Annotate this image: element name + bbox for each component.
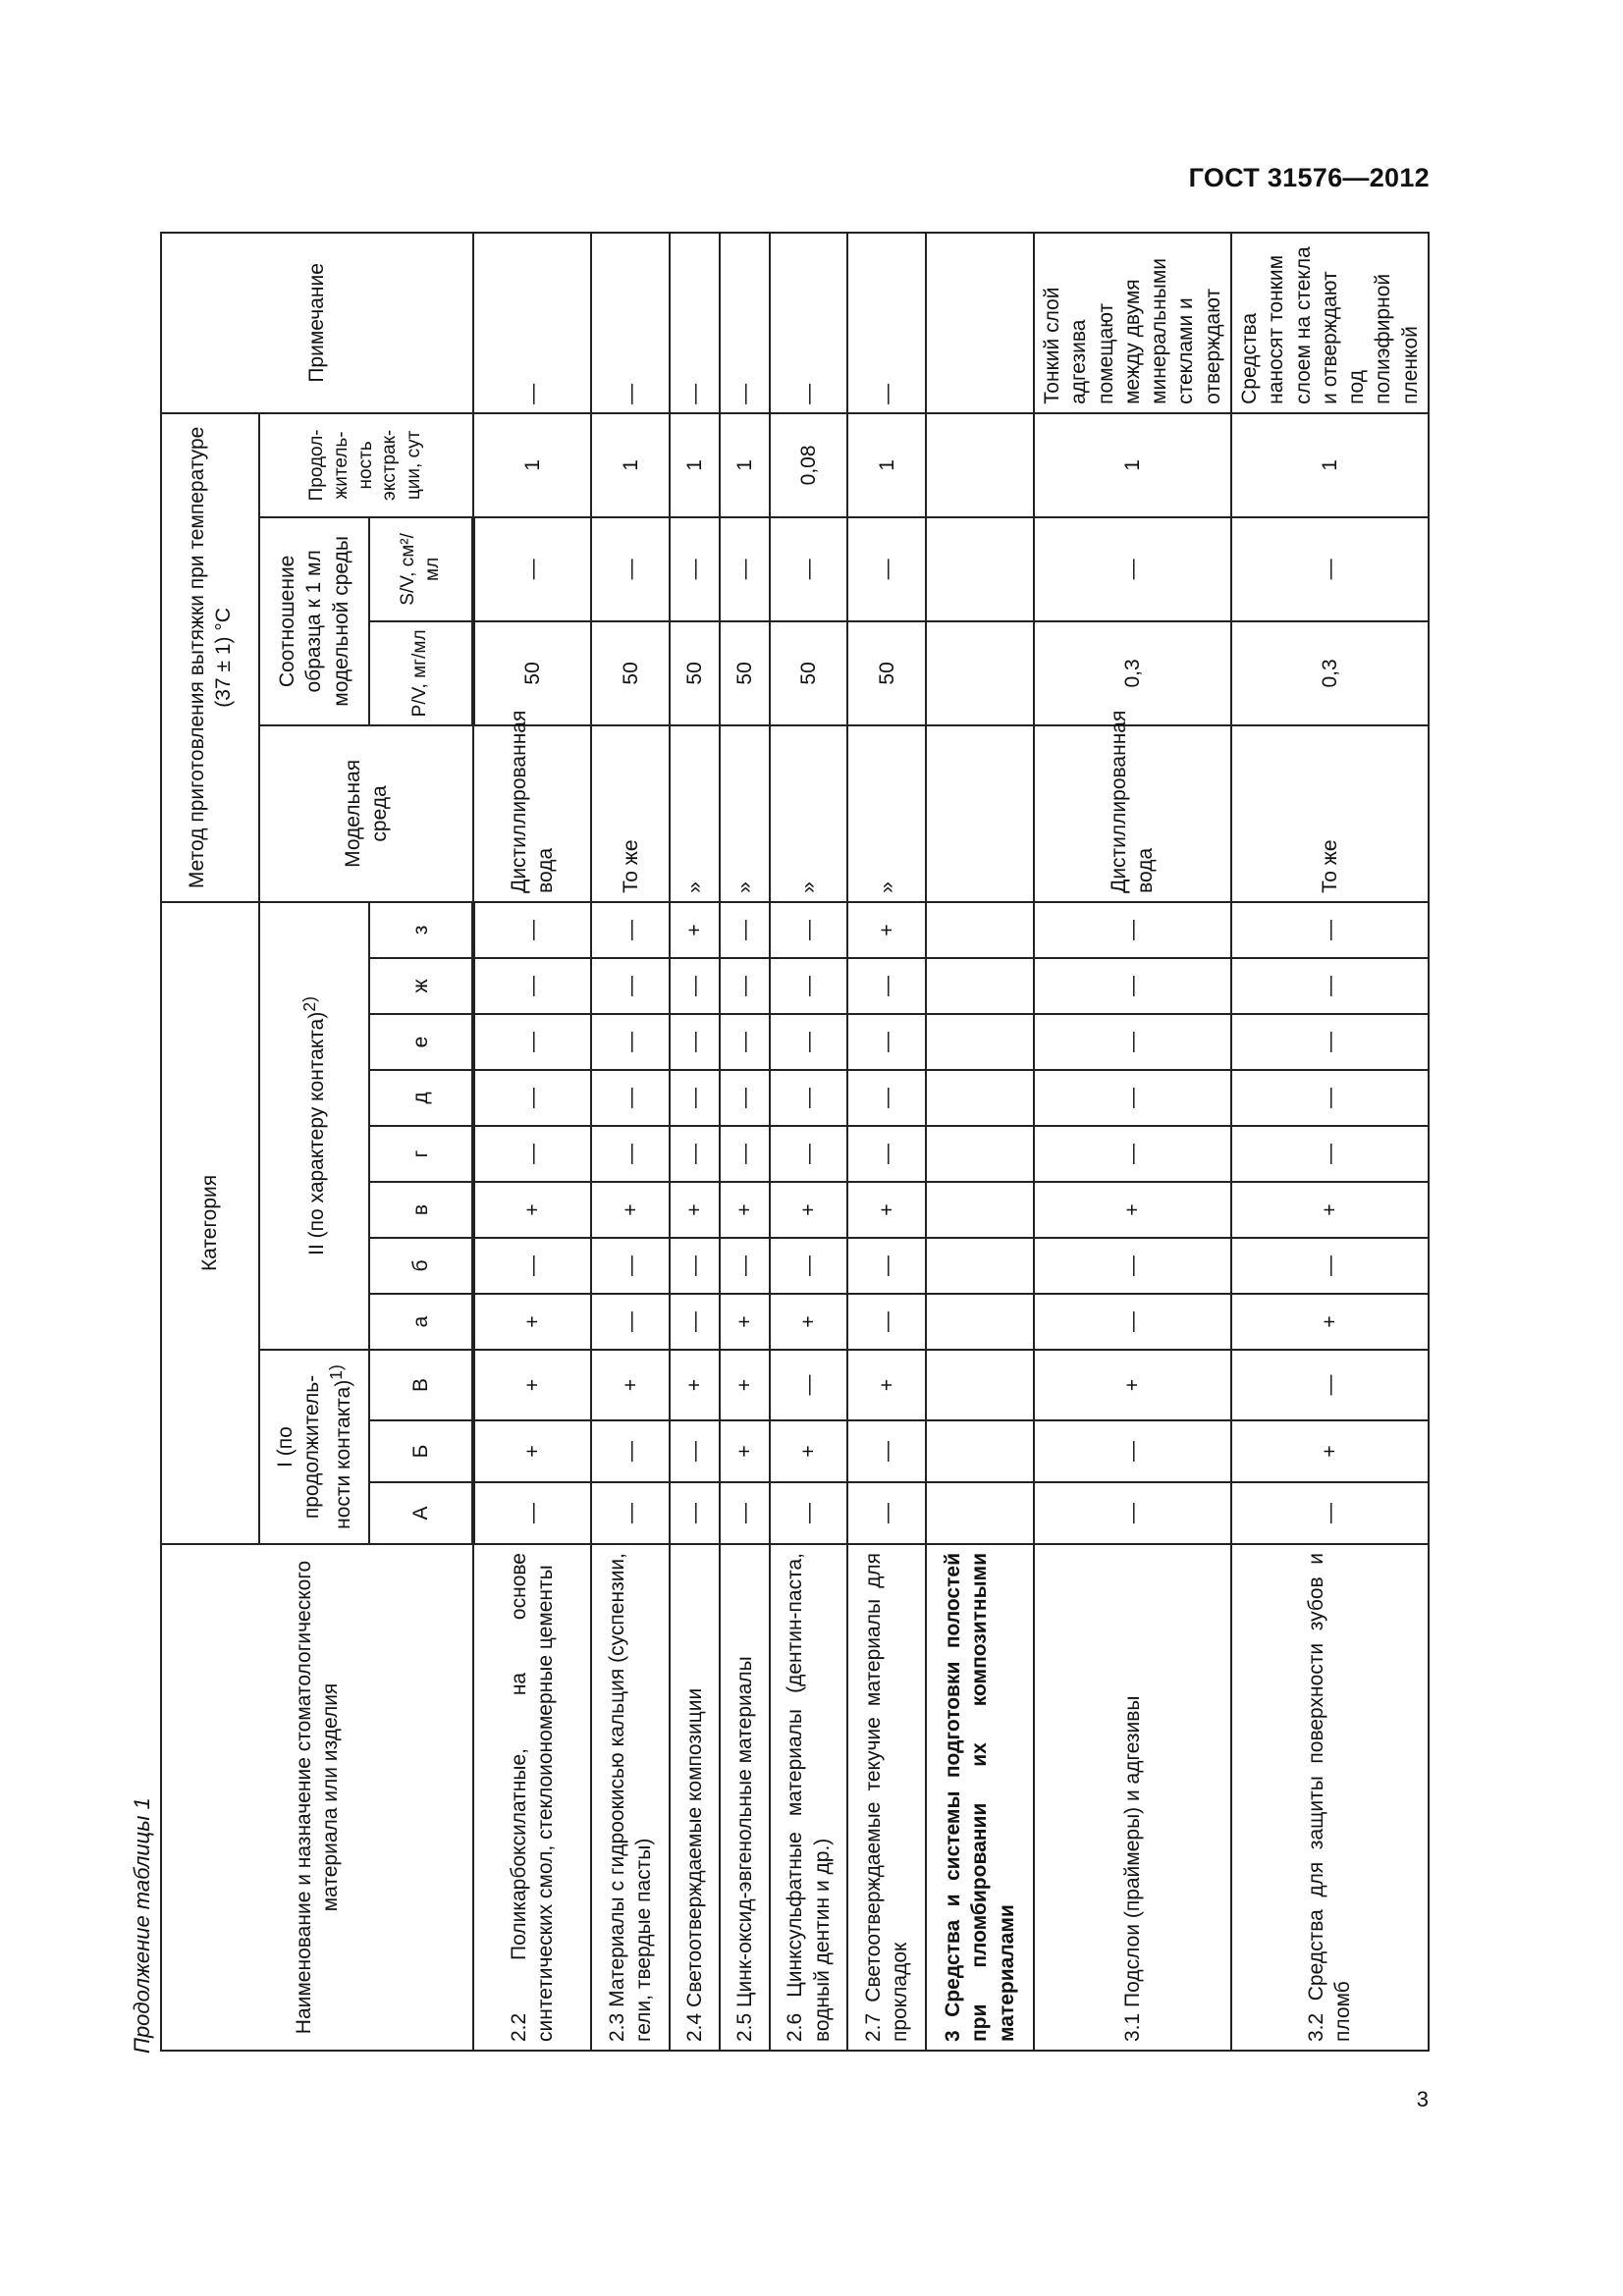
cell-duration: 1 — [1231, 413, 1429, 517]
cell-col-V: — — [770, 1350, 848, 1420]
cell-sv: — — [847, 517, 926, 621]
row-name: 3.1 Подслои (праймеры) и адгезивы — [1034, 1544, 1231, 2051]
header-name: Наименование и назначение стоматологического материала или изделия — [161, 1544, 473, 2051]
header-method: Метод приготовления вытяжки при температуре (37 ± 1) °C — [161, 413, 259, 902]
row-name: 2.6 Цинксульфатные материалы (дентин-паста, водный дентин и др.) — [770, 1544, 848, 2051]
row-name: 2.3 Материалы с гидроокисью кальция (суспензии, гели, твердые пасты) — [591, 1544, 670, 2051]
cell-col-e: — — [670, 1014, 720, 1070]
cell-sv: — — [1231, 517, 1429, 621]
header-duration: Продол-житель-ность экстрак-ции, сут — [259, 413, 473, 517]
cell-note: — — [847, 233, 926, 413]
cell-col-d — [926, 1070, 1034, 1126]
cell-pv — [926, 621, 1034, 725]
table-row — [1231, 233, 1429, 2051]
cell-medium: » — [670, 725, 720, 902]
header-group2 — [259, 902, 369, 1350]
cell-col-A: — — [847, 1482, 926, 1544]
cell-col-V: + — [1034, 1350, 1231, 1420]
cell-sv: — — [1034, 517, 1231, 621]
cell-sv: — — [770, 517, 848, 621]
cell-col-zh: — — [847, 958, 926, 1014]
cell-pv: 50 — [720, 621, 770, 725]
cell-sv: — — [720, 517, 770, 621]
cell-col-d: — — [1231, 1070, 1429, 1126]
cell-sv: — — [670, 517, 720, 621]
cell-col-z: — — [591, 902, 670, 958]
cell-col-zh — [926, 958, 1034, 1014]
cell-col-d: — — [670, 1070, 720, 1126]
cell-col-V: + — [591, 1350, 670, 1420]
cell-col-zh: — — [473, 958, 591, 1014]
cell-col-d: — — [591, 1070, 670, 1126]
cell-col-A: — — [770, 1482, 848, 1544]
cell-col-v: + — [720, 1182, 770, 1238]
cell-col-g: — — [591, 1126, 670, 1182]
cell-col-v: + — [1034, 1182, 1231, 1238]
header-category: Категория — [161, 902, 259, 1544]
table-row — [847, 233, 926, 2051]
page-number: 3 — [1416, 2087, 1429, 2111]
header-pv: P/V, мг/мл — [369, 621, 473, 725]
header-group1 — [259, 1350, 369, 1544]
cell-col-B: — — [591, 1420, 670, 1482]
cell-col-A: — — [473, 1482, 591, 1544]
cell-pv: 50 — [770, 621, 848, 725]
header-col-z: з — [369, 902, 473, 958]
row-name: 2.2 Поликарбоксилатные, на основе синтетических смол, стеклоиономерные цементы — [473, 1544, 591, 2051]
cell-col-V: + — [847, 1350, 926, 1420]
table-row — [591, 233, 670, 2051]
header-col-V: В — [369, 1350, 473, 1420]
cell-medium: » — [770, 725, 848, 902]
cell-col-g: — — [1231, 1126, 1429, 1182]
cell-note: — — [720, 233, 770, 413]
header-col-zh: ж — [369, 958, 473, 1014]
cell-pv: 50 — [670, 621, 720, 725]
cell-col-g: — — [1034, 1126, 1231, 1182]
cell-col-v: + — [591, 1182, 670, 1238]
cell-col-b: — — [1231, 1238, 1429, 1294]
cell-col-e: — — [1231, 1014, 1429, 1070]
header-note: Примечание — [161, 233, 473, 413]
cell-col-g: — — [670, 1126, 720, 1182]
cell-medium: Дистиллированная вода — [1034, 725, 1231, 902]
cell-col-zh: — — [770, 958, 848, 1014]
table-row — [720, 233, 770, 2051]
header-group1-sup: 1) — [326, 1364, 347, 1380]
cell-col-B: — — [670, 1420, 720, 1482]
cell-col-d: — — [1034, 1070, 1231, 1126]
cell-pv: 0,3 — [1231, 621, 1429, 725]
cell-col-z: — — [1034, 902, 1231, 958]
cell-sv — [926, 517, 1034, 621]
header-col-A: А — [369, 1482, 473, 1544]
cell-medium: Дистиллированная вода — [473, 725, 591, 902]
cell-sv: — — [473, 517, 591, 621]
cell-col-B: — — [1034, 1420, 1231, 1482]
cell-note: Средства наносят тонким слоем на стекла и отверждают под полиэфирной пленкой — [1231, 233, 1429, 413]
cell-col-V — [926, 1350, 1034, 1420]
cell-col-V: + — [720, 1350, 770, 1420]
table-frame — [160, 234, 1430, 2052]
cell-col-A: — — [1034, 1482, 1231, 1544]
cell-col-z: — — [770, 902, 848, 958]
cell-col-B: + — [770, 1420, 848, 1482]
cell-sv: — — [591, 517, 670, 621]
cell-duration: 1 — [670, 413, 720, 517]
cell-col-B — [926, 1420, 1034, 1482]
cell-col-B: — — [847, 1420, 926, 1482]
cell-col-z — [926, 902, 1034, 958]
cell-duration: 1 — [847, 413, 926, 517]
cell-col-d: — — [473, 1070, 591, 1126]
caption-text: Продолжение таблицы 1 — [130, 1797, 154, 2054]
cell-col-e: — — [770, 1014, 848, 1070]
cell-col-zh: — — [670, 958, 720, 1014]
cell-col-A: — — [670, 1482, 720, 1544]
cell-col-b — [926, 1238, 1034, 1294]
cell-col-a: + — [1231, 1294, 1429, 1350]
row-name: 2.4 Светоотверждаемые композиции — [670, 1544, 720, 2051]
header-col-d: д — [369, 1070, 473, 1126]
cell-col-zh: — — [591, 958, 670, 1014]
cell-col-b: — — [720, 1238, 770, 1294]
cell-col-zh: — — [1034, 958, 1231, 1014]
cell-note: — — [770, 233, 848, 413]
cell-col-z: — — [720, 902, 770, 958]
cell-col-g — [926, 1126, 1034, 1182]
cell-col-z: — — [1231, 902, 1429, 958]
cell-col-a: + — [720, 1294, 770, 1350]
header-medium: Модельная среда — [259, 725, 473, 902]
cell-col-A: — — [591, 1482, 670, 1544]
header-sv: S/V, см²/мл — [369, 517, 473, 621]
header-group2-text: II (по характеру контакта) — [304, 1011, 328, 1255]
cell-col-a: — — [591, 1294, 670, 1350]
cell-col-a: — — [670, 1294, 720, 1350]
header-col-v: в — [369, 1182, 473, 1238]
cell-col-V: — — [1231, 1350, 1429, 1420]
cell-col-e: — — [720, 1014, 770, 1070]
table-row — [926, 233, 1034, 2051]
cell-medium: То же — [1231, 725, 1429, 902]
cell-pv: 50 — [473, 621, 591, 725]
cell-duration: 1 — [720, 413, 770, 517]
cell-note: — — [473, 233, 591, 413]
cell-medium: » — [847, 725, 926, 902]
cell-col-z: — — [473, 902, 591, 958]
cell-col-A — [926, 1482, 1034, 1544]
row-name: 2.7 Светоотверждаемые текучие материалы для прокладок — [847, 1544, 926, 2051]
cell-col-B: + — [473, 1420, 591, 1482]
cell-col-d: — — [847, 1070, 926, 1126]
cell-col-v: + — [473, 1182, 591, 1238]
cell-col-V: + — [670, 1350, 720, 1420]
cell-col-b: — — [770, 1238, 848, 1294]
header-col-g: г — [369, 1126, 473, 1182]
cell-col-g: — — [770, 1126, 848, 1182]
cell-medium: » — [720, 725, 770, 902]
row-name: 3.2 Средства для защиты поверхности зубов и пломб — [1231, 1544, 1429, 2051]
cell-col-g: — — [473, 1126, 591, 1182]
cell-col-z: + — [670, 902, 720, 958]
header-group1-text: I (по продолжитель-ности контакта) — [273, 1374, 355, 1529]
cell-pv: 50 — [847, 621, 926, 725]
header-group2-sup: 2) — [298, 996, 319, 1012]
cell-col-A: — — [1231, 1482, 1429, 1544]
header-col-b: б — [369, 1238, 473, 1294]
document-standard-number: ГОСТ 31576—2012 — [1188, 163, 1430, 192]
cell-duration: 0,08 — [770, 413, 848, 517]
cell-note: — — [591, 233, 670, 413]
cell-medium: То же — [591, 725, 670, 902]
row-name: 3 Средства и системы подготовки полостей при пломбировании их композитными материалами — [926, 1544, 1034, 2051]
header-col-a: а — [369, 1294, 473, 1350]
table-body — [161, 233, 1429, 2051]
cell-col-b: — — [591, 1238, 670, 1294]
cell-pv: 0,3 — [1034, 621, 1231, 725]
cell-col-e: — — [847, 1014, 926, 1070]
cell-pv: 50 — [591, 621, 670, 725]
cell-duration: 1 — [1034, 413, 1231, 517]
table-row — [1034, 233, 1231, 2051]
row-name: 2.5 Цинк-оксид-эвгенольные материалы — [720, 1544, 770, 2051]
cell-col-g: — — [720, 1126, 770, 1182]
cell-col-v — [926, 1182, 1034, 1238]
cell-col-e: — — [1034, 1014, 1231, 1070]
cell-col-v: + — [1231, 1182, 1429, 1238]
cell-col-e: — — [473, 1014, 591, 1070]
cell-duration: 1 — [473, 413, 591, 517]
cell-col-b: — — [473, 1238, 591, 1294]
cell-col-zh: — — [720, 958, 770, 1014]
cell-col-a — [926, 1294, 1034, 1350]
header-ratio: Соотношение образца к 1 мл модельной среды — [259, 517, 369, 725]
cell-col-a: + — [770, 1294, 848, 1350]
table-row — [473, 233, 591, 2051]
cell-medium — [926, 725, 1034, 902]
materials-table — [160, 232, 1430, 2052]
cell-col-d: — — [770, 1070, 848, 1126]
cell-col-a: + — [473, 1294, 591, 1350]
cell-col-b: — — [670, 1238, 720, 1294]
table-row — [670, 233, 720, 2051]
cell-col-e: — — [591, 1014, 670, 1070]
cell-col-a: — — [847, 1294, 926, 1350]
cell-duration — [926, 413, 1034, 517]
cell-col-g: — — [847, 1126, 926, 1182]
cell-col-B: + — [720, 1420, 770, 1482]
cell-col-zh: — — [1231, 958, 1429, 1014]
cell-col-b: — — [1034, 1238, 1231, 1294]
header-row-1 — [161, 233, 259, 2051]
cell-col-b: — — [847, 1238, 926, 1294]
cell-note: — — [670, 233, 720, 413]
cell-duration: 1 — [591, 413, 670, 517]
cell-note — [926, 233, 1034, 413]
cell-col-A: — — [720, 1482, 770, 1544]
cell-note: Тонкий слой адгезива помещают между двумя минеральными стеклами и отверждают — [1034, 233, 1231, 413]
header-col-e: е — [369, 1014, 473, 1070]
cell-col-d: — — [720, 1070, 770, 1126]
cell-col-e — [926, 1014, 1034, 1070]
header-col-B: Б — [369, 1420, 473, 1482]
table-row — [770, 233, 848, 2051]
cell-col-a: — — [1034, 1294, 1231, 1350]
cell-col-V: + — [473, 1350, 591, 1420]
cell-col-z: + — [847, 902, 926, 958]
cell-col-v: + — [847, 1182, 926, 1238]
cell-col-v: + — [770, 1182, 848, 1238]
cell-col-v: + — [670, 1182, 720, 1238]
cell-col-B: + — [1231, 1420, 1429, 1482]
